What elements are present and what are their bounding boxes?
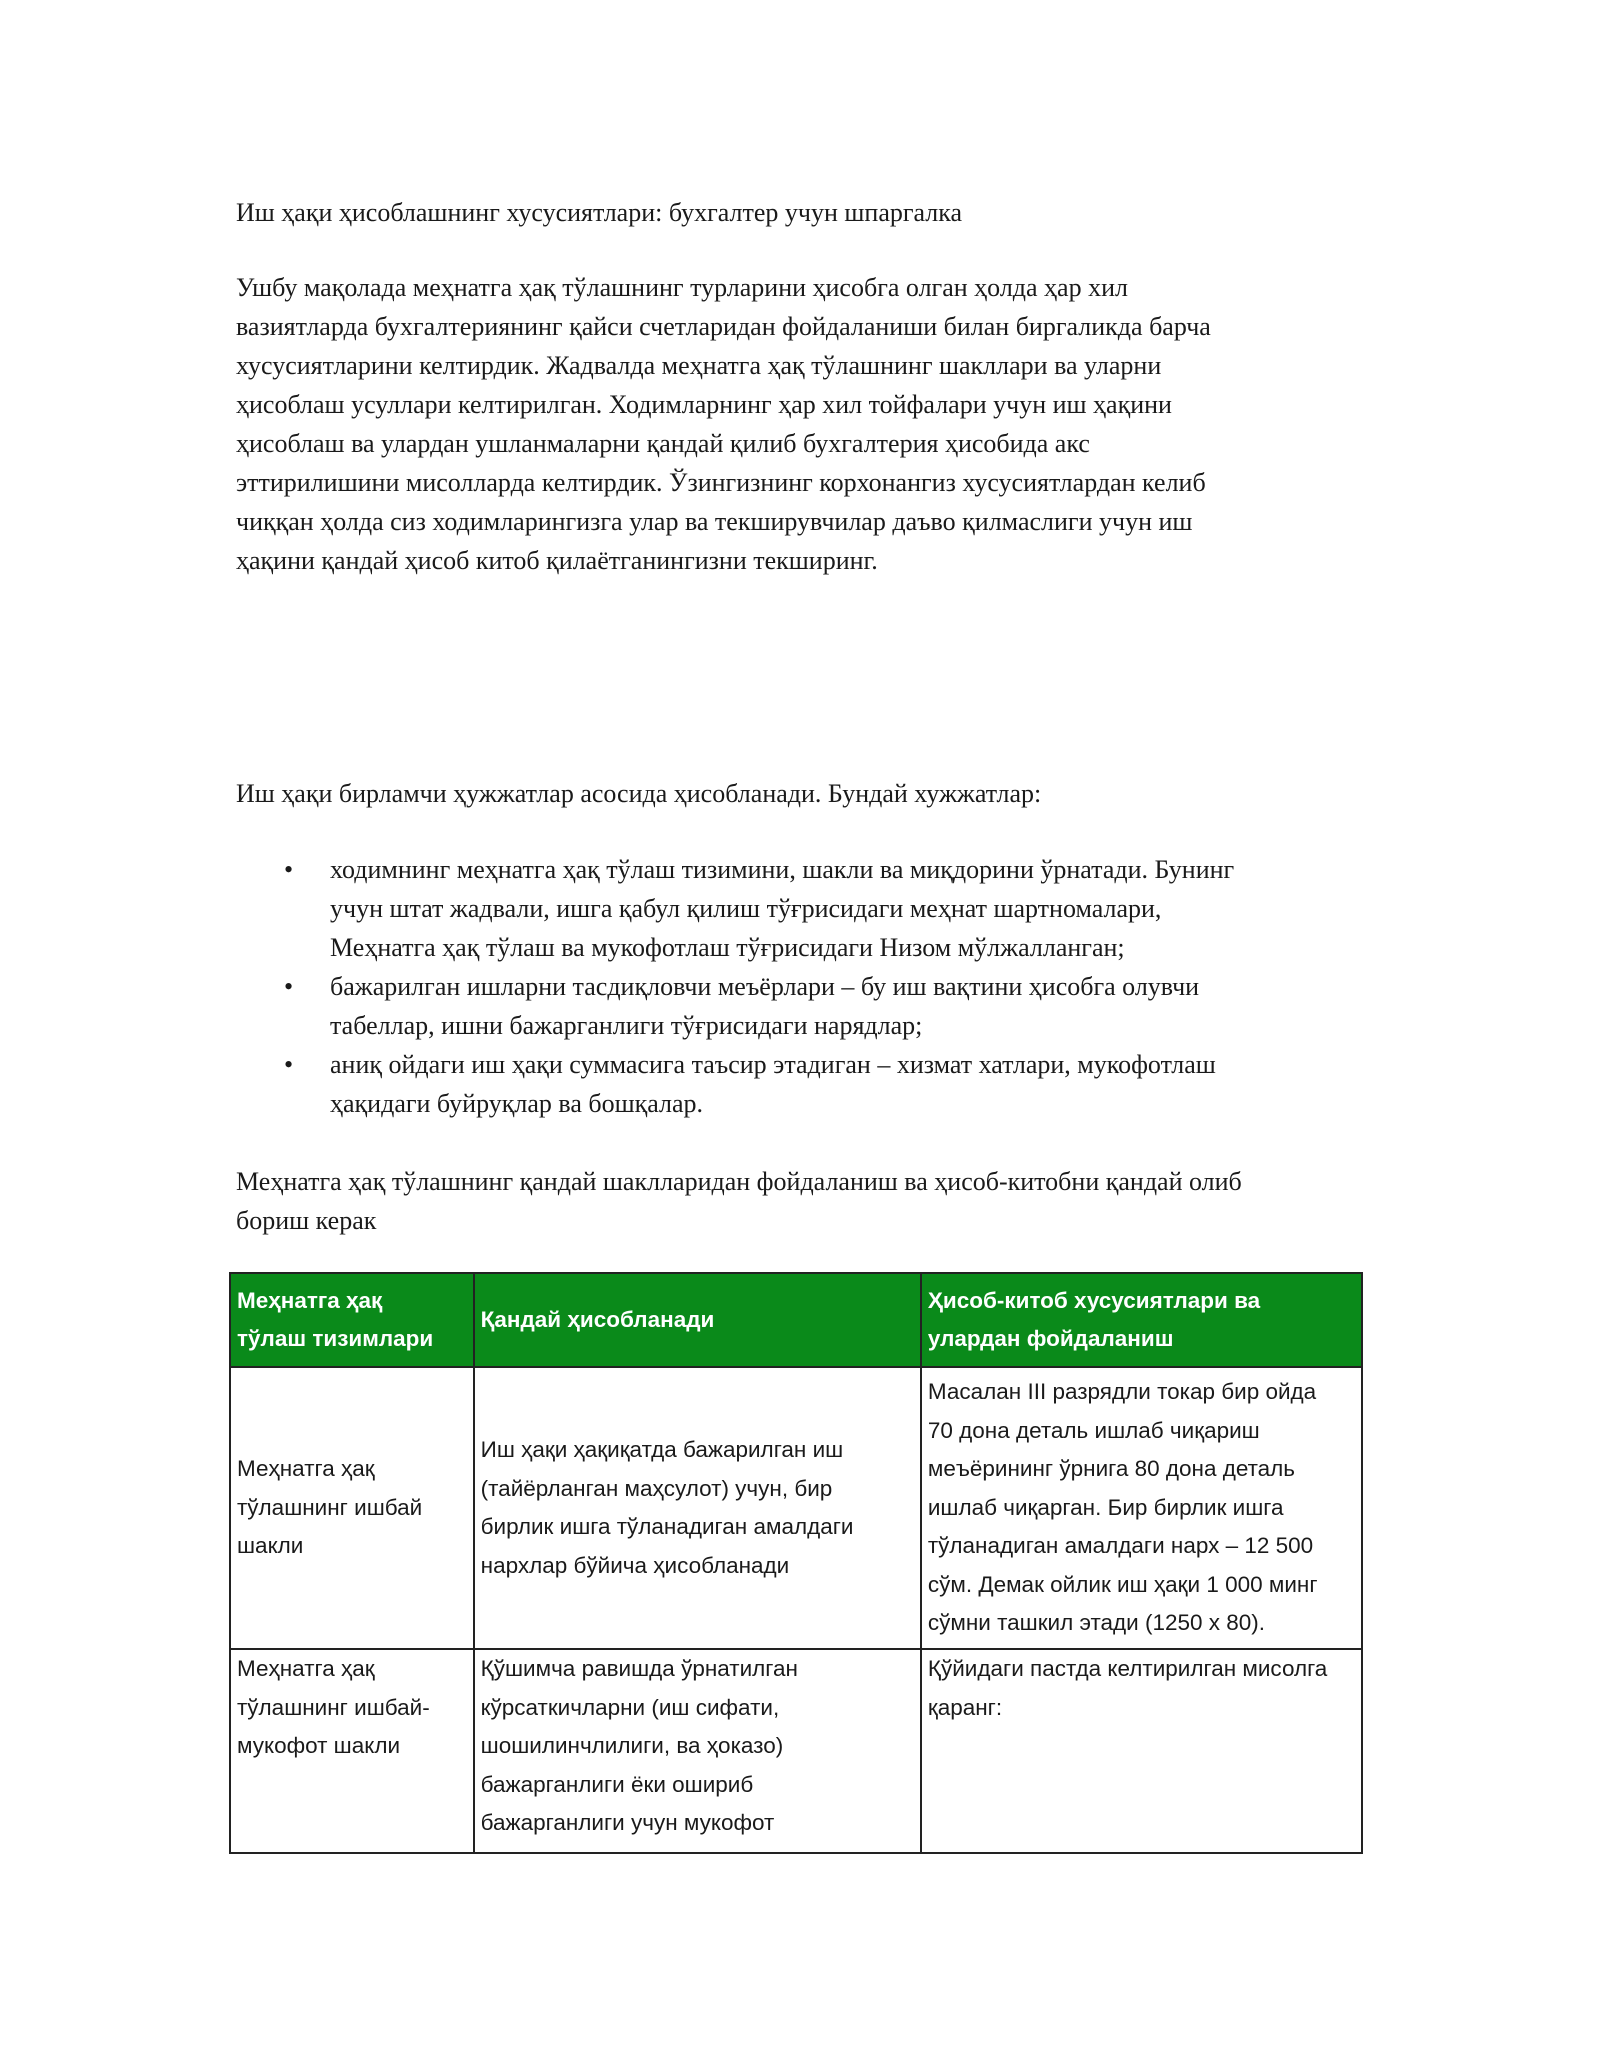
intro-line: ҳисоблаш усуллари келтирилган. Ходимларнинг ҳар хил тойфалари учун иш ҳақини [236,390,1172,419]
list-item [236,967,1366,1045]
table-cell [230,1649,474,1853]
cell-line: Иш ҳақи ҳақиқатда бажарилган иш [480,1437,844,1462]
table-cell [474,1367,921,1649]
intro-line: чиққан ҳолда сиз ходимларингизга улар ва текширувчилар даъво қилмаслиги учун иш [236,507,1193,536]
intro-paragraph [236,268,1366,580]
header-line: тўлаш тизимлари [237,1326,434,1351]
bullet-icon: • [284,855,294,884]
document-title [236,193,1366,232]
section-heading-line: бориш керак [236,1206,377,1235]
table-header-row [230,1273,1362,1367]
list-item-line: учун штат жадвали, ишга қабул қилиш тўғрисидаги меҳнат шартномалари, [330,894,1162,923]
header-line: Ҳисоб-китоб хусусиятлари ва [927,1287,1261,1313]
header-line: Меҳнатга ҳақ [237,1287,383,1313]
documents-heading-text: Иш ҳақи бирламчи ҳужжатлар асосида ҳисобланади. Бундай хужжатлар: [236,779,1042,808]
cell-line: кўрсаткичларни (иш сифати, [480,1694,780,1720]
cell-line: Қўшимча равишда ўрнатилган [480,1656,798,1681]
table-row [230,1649,1362,1853]
intro-line: хусусиятларини келтирдик. Жадвалда меҳнатга ҳақ тўлашнинг шакллари ва уларни [236,351,1162,380]
section-heading-line: Меҳнатга ҳақ тўлашнинг қандай шаклларидан фойдаланиш ва ҳисоб-китобни қандай олиб [236,1167,1242,1196]
header-line: улардан фойдаланиш [927,1326,1174,1351]
table-cell [230,1367,474,1649]
intro-line: ҳисоблаш ва улардан ушланмаларни қандай қилиб бухгалтерия ҳисобида акс [236,429,1090,458]
list-item-line: аниқ ойдаги иш ҳақи суммасига таъсир этадиган – хизмат хатлари, мукофотлаш [330,1050,1216,1079]
cell-line: меъёрининг ўрнига 80 дона деталь [927,1456,1296,1482]
document-title-text: Иш ҳақи ҳисоблашнинг хусусиятлари: бухгалтер учун шпаргалка [236,198,963,227]
documents-bullet-list [236,850,1366,1123]
cell-line: шошилинчлилиги, ва ҳоказо) [480,1733,784,1758]
cell-line: ишлаб чиқарган. Бир бирлик ишга [927,1494,1284,1520]
cell-line: тўлашнинг ишбай [237,1494,423,1520]
cell-line: сўмни ташкил этади (1250 х 80). [927,1610,1266,1636]
table-cell [921,1649,1362,1853]
cell-line: Қўйидаги пастда келтирилган мисолга [927,1656,1328,1681]
list-item [236,1045,1366,1123]
list-item-line: бажарилган ишларни тасдиқловчи меъёрлари – бу иш вақтини ҳисобга олувчи [330,972,1200,1001]
cell-line: Меҳнатга ҳақ [237,1656,375,1681]
cell-line: қаранг: [927,1694,1003,1720]
column-header-systems [230,1273,474,1367]
list-item-line: Меҳнатга ҳақ тўлаш ва мукофотлаш тўғрисидаги Низом мўлжалланган; [330,933,1125,962]
list-item-line: табеллар, ишни бажарганлиги тўғрисидаги нарядлар; [330,1011,923,1040]
list-item-line: ходимнинг меҳнатга ҳақ тўлаш тизимини, шакли ва миқдорини ўрнатади. Бунинг [330,855,1235,884]
list-item-line: ҳақидаги буйруқлар ва бошқалар. [330,1089,704,1118]
header-line: Қандай ҳисобланади [480,1306,715,1332]
cell-line: Масалан III разрядли токар бир ойда [927,1379,1317,1405]
table-cell [921,1367,1362,1649]
cell-line: 70 дона деталь ишлаб чиқариш [927,1417,1260,1443]
cell-line: бирлик ишга тўланадиган амалдаги [480,1514,854,1539]
cell-line: шакли [237,1533,304,1559]
cell-line: бажарганлиги ёки ошириб [480,1771,754,1797]
cell-line: тўланадиган амалдаги нарх – 12 500 [927,1533,1314,1559]
cell-line: Меҳнатга ҳақ [237,1456,375,1482]
bullet-icon: • [284,972,294,1001]
cell-line: сўм. Демак ойлик иш ҳақи 1 000 минг [927,1571,1318,1597]
intro-line: Ушбу мақолада меҳнатга ҳақ тўлашнинг турларини ҳисобга олган ҳолда ҳар хил [236,273,1128,302]
table-row [230,1367,1362,1649]
intro-line: ҳақини қандай ҳисоб китоб қилаётганингизни текширинг. [236,546,878,575]
cell-line: (тайёрланган маҳсулот) учун, бир [480,1475,833,1501]
cell-line: бажарганлиги учун мукофот [480,1810,775,1835]
cell-line: нархлар бўйича ҳисобланади [480,1552,790,1578]
column-header-calculation [474,1273,921,1367]
payment-systems-table [229,1272,1363,1854]
intro-line: вазиятларда бухгалтериянинг қайси счетларидан фойдаланиши билан биргаликда барча [236,312,1211,341]
list-item [236,850,1366,967]
bullet-icon: • [284,1050,294,1079]
intro-line: эттирилишини мисолларда келтирдик. Ўзингизнинг корхонангиз хусусиятлардан келиб [236,468,1206,497]
cell-line: мукофот шакли [237,1733,401,1758]
table-cell [474,1649,921,1853]
section-heading [236,1162,1366,1240]
column-header-features [921,1273,1362,1367]
documents-heading [236,774,1366,813]
cell-line: тўлашнинг ишбай- [237,1694,430,1720]
